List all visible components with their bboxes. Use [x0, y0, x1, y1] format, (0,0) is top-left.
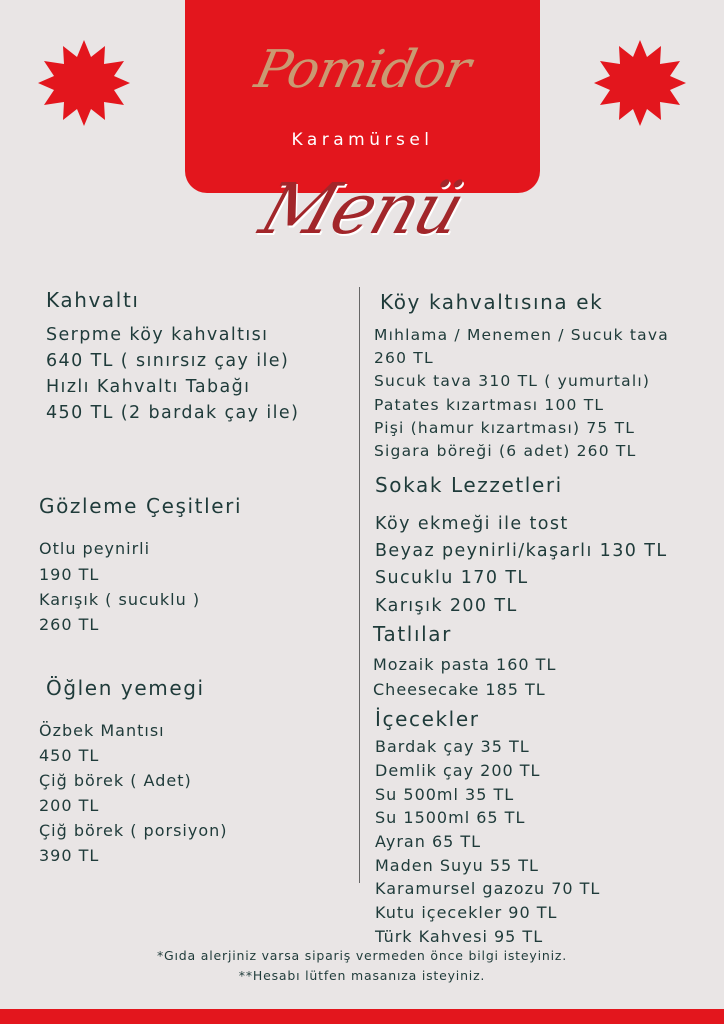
menu-item: 390 TL — [39, 846, 100, 865]
menu-item: Demlik çay 200 TL — [375, 761, 541, 780]
section-title-koy-ek: Köy kahvaltısına ek — [380, 290, 604, 314]
brand-logo-text: Pomidor — [249, 40, 476, 100]
section-title-gozleme: Gözleme Çeşitleri — [39, 494, 243, 518]
starburst-icon — [594, 40, 686, 126]
bill-note: **Hesabı lütfen masanıza isteyiniz. — [238, 968, 486, 983]
menu-item: Mıhlama / Menemen / Sucuk tava — [374, 326, 669, 344]
menu-item: Özbek Mantısı — [39, 721, 165, 740]
menu-title: Menü — [251, 168, 473, 250]
menu-item: Pişi (hamur kızartması) 75 TL — [374, 419, 636, 437]
section-title-sokak: Sokak Lezzetleri — [375, 473, 563, 497]
menu-item: Çiğ börek ( porsiyon) — [39, 821, 228, 840]
starburst-icon — [38, 40, 130, 126]
menu-item: 450 TL — [39, 746, 100, 765]
menu-item: Su 500ml 35 TL — [375, 785, 515, 804]
menu-item: Otlu peynirli — [39, 539, 151, 558]
menu-item: 450 TL (2 bardak çay ile) — [46, 403, 300, 423]
menu-item: Beyaz peynirli/kaşarlı 130 TL — [375, 541, 668, 561]
menu-item: 200 TL — [39, 796, 100, 815]
allergy-note: *Gıda alerjiniz varsa sipariş vermeden önce bilgi isteyiniz. — [157, 948, 567, 963]
menu-item: 640 TL ( sınırsız çay ile) — [46, 351, 290, 371]
location-label: Karamürsel — [291, 130, 434, 150]
menu-item: Karışık 200 TL — [375, 596, 518, 616]
menu-item: 260 TL — [39, 615, 100, 634]
menu-item: 190 TL — [39, 565, 100, 584]
menu-item: Köy ekmeği ile tost — [375, 514, 569, 534]
menu-item: Cheesecake 185 TL — [373, 680, 546, 699]
column-divider — [359, 287, 360, 883]
menu-item: Sigara böreği (6 adet) 260 TL — [374, 442, 637, 460]
menu-item: Bardak çay 35 TL — [375, 737, 530, 756]
menu-item: Maden Suyu 55 TL — [375, 856, 539, 875]
menu-item: Su 1500ml 65 TL — [375, 808, 526, 827]
section-title-tatlilar: Tatlılar — [373, 622, 452, 646]
menu-item: Hızlı Kahvaltı Tabağı — [46, 377, 251, 397]
menu-item: Mozaik pasta 160 TL — [373, 655, 557, 674]
section-title-icecekler: İçecekler — [375, 707, 480, 731]
menu-item: Serpme köy kahvaltısı — [46, 325, 269, 345]
menu-item: Sucuklu 170 TL — [375, 568, 529, 588]
header-banner — [185, 0, 540, 193]
menu-item: Karamursel gazozu 70 TL — [375, 879, 601, 898]
menu-item: Karışık ( sucuklu ) — [39, 590, 201, 609]
menu-item: 260 TL — [374, 349, 434, 367]
menu-item: Patates kızartması 100 TL — [374, 396, 605, 414]
section-title-kahvalti: Kahvaltı — [46, 288, 140, 312]
menu-item: Türk Kahvesi 95 TL — [375, 927, 544, 946]
bottom-bar — [0, 1009, 724, 1024]
menu-item: Sucuk tava 310 TL ( yumurtalı) — [374, 372, 651, 390]
menu-item: Ayran 65 TL — [375, 832, 482, 851]
section-title-oglen: Öğlen yemegi — [46, 676, 205, 700]
menu-item: Çiğ börek ( Adet) — [39, 771, 192, 790]
menu-item: Kutu içecekler 90 TL — [375, 903, 558, 922]
